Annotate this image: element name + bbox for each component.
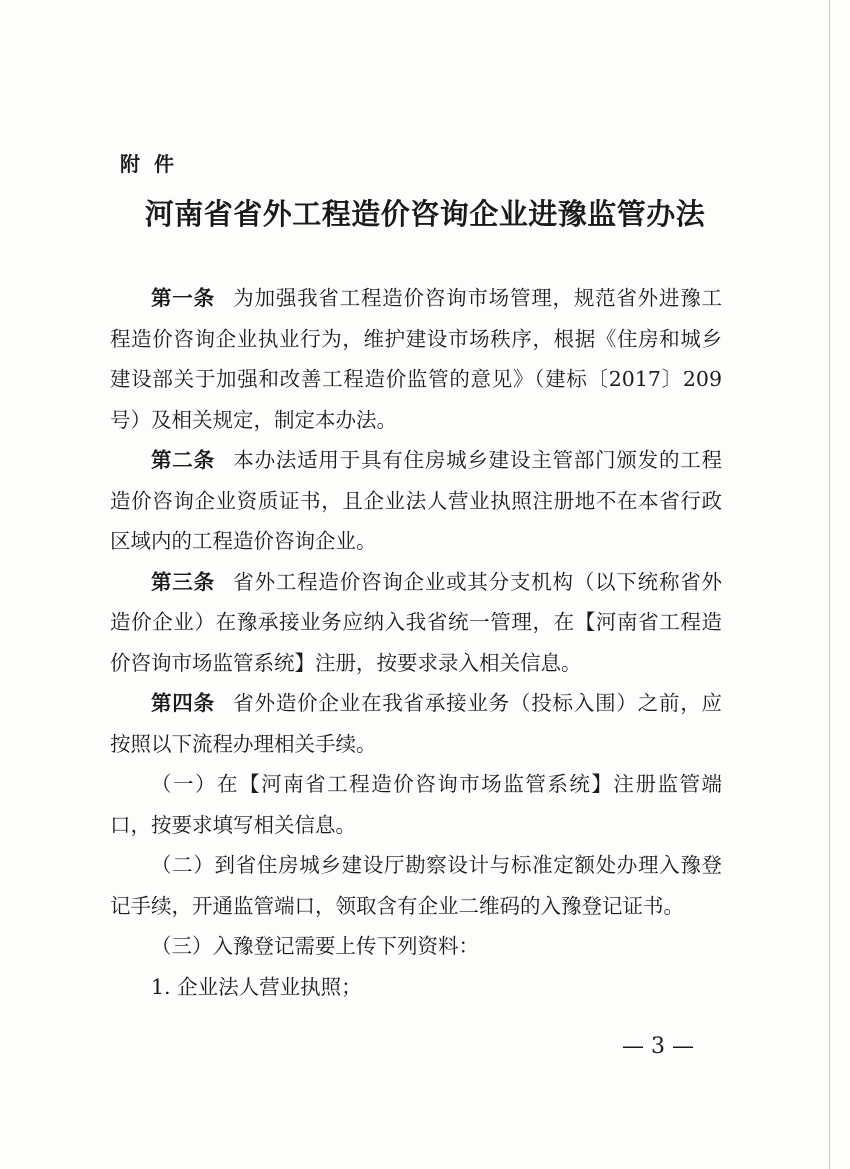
list-item: （二）到省住房城乡建设厅勘察设计与标准定额处办理入豫登记手续，开通监管端口，领取含有企业二维码的入豫登记证书。 bbox=[110, 853, 722, 918]
list-item: （三）入豫登记需要上传下列资料： bbox=[151, 934, 479, 958]
article-4 bbox=[110, 683, 722, 764]
article-text: 省外工程造价咨询企业或其分支机构（以下统称省外造价企业）在豫承接业务应纳入我省统一管理，在【河南省工程造价咨询市场监管系统】注册，按要求录入相关信息。 bbox=[110, 569, 723, 675]
article-text: 省外造价企业在我省承接业务（投标入围）之前，应按照以下流程办理相关手续。 bbox=[110, 691, 723, 756]
article-number: 第一条 bbox=[151, 286, 215, 310]
article-2 bbox=[110, 440, 722, 562]
list-item: 1. 企业法人营业执照； bbox=[151, 974, 362, 999]
article-number: 第三条 bbox=[151, 569, 215, 594]
document-body bbox=[110, 278, 722, 1007]
document-title: 河南省省外工程造价咨询企业进豫监管办法 bbox=[144, 197, 706, 231]
article-text: 为加强我省工程造价咨询市场管理，规范省外进豫工程造价咨询企业执业行为，维护建设市场秩序，根据《住房和城乡建设部关于加强和改善工程造价监管的意见》（建标〔2017〕209号）及相关规定，制定本办法。 bbox=[110, 286, 723, 432]
article-1 bbox=[110, 278, 722, 440]
article-text: 本办法适用于具有住房城乡建设主管部门颁发的工程造价咨询企业资质证书，且企业法人营业执照注册地不在本省行政区域内的工程造价咨询企业。 bbox=[110, 448, 723, 553]
page-number: — 3 — bbox=[622, 1034, 694, 1059]
article-number: 第四条 bbox=[151, 691, 215, 715]
list-item: （一）在【河南省工程造价咨询市场监管系统】注册监管端口，按要求填写相关信息。 bbox=[110, 772, 722, 837]
attachment-label: 附件 bbox=[120, 152, 188, 176]
article-number: 第二条 bbox=[151, 448, 215, 472]
scan-edge-line bbox=[829, 0, 830, 1169]
article-3 bbox=[110, 562, 722, 684]
